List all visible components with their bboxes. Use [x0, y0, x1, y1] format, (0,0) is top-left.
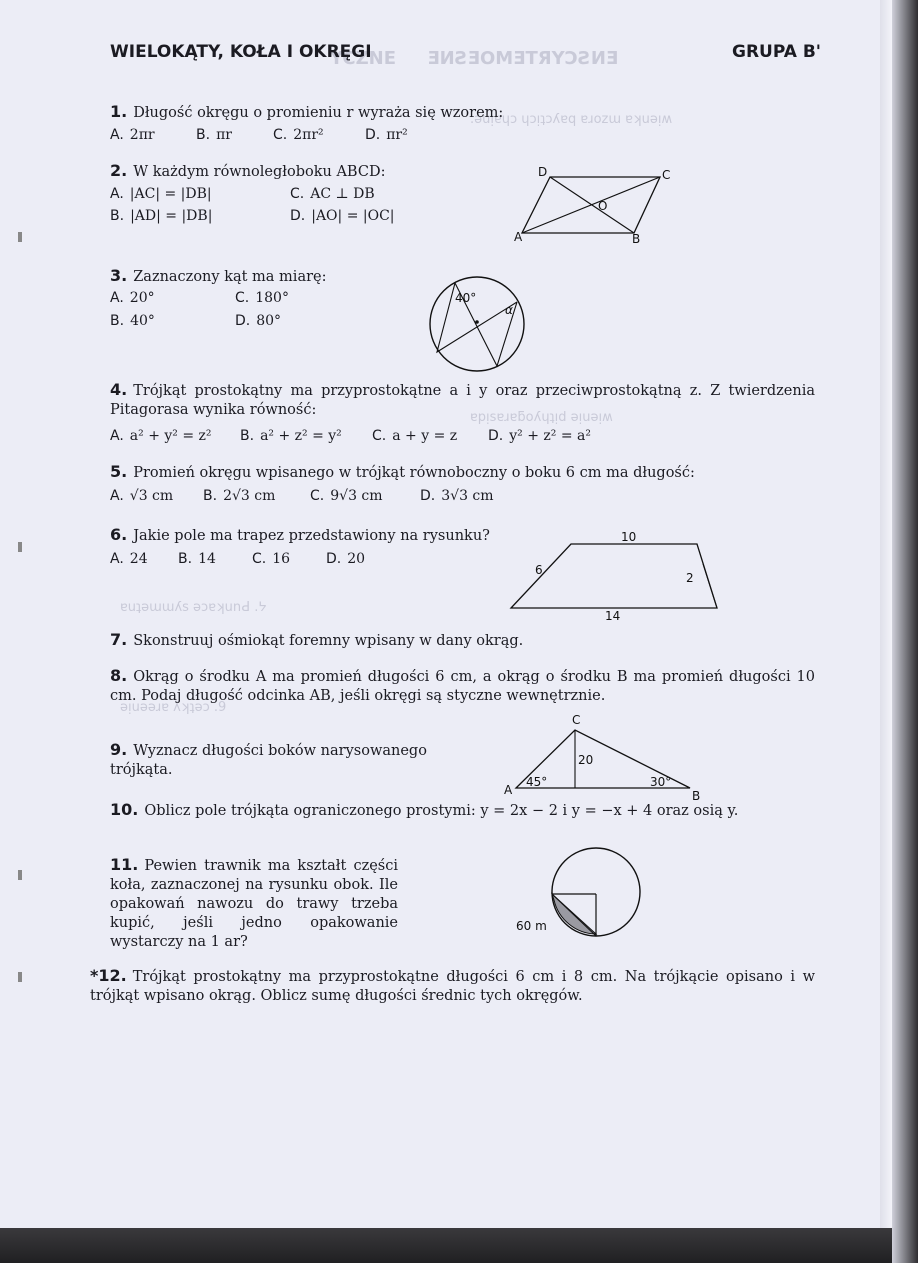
- side-label: 14: [605, 609, 621, 620]
- angle-label: 30°: [650, 775, 672, 789]
- side-label: 10: [621, 530, 637, 544]
- diagonal-ac: [522, 177, 660, 233]
- binding-mark: [18, 870, 22, 880]
- vertex-label: A: [514, 230, 523, 244]
- question-11: 11. Pewien trawnik ma kształt części koła, zaznaczonej na rysunku obok. Ile opakowań nawozu do trawy trzeba kupić, jeśli jedno opakowanie wystarczy na 1 ar?: [110, 855, 398, 950]
- trapezoid-height: [703, 564, 717, 608]
- page-edge: [880, 0, 892, 1228]
- vertex-label: D: [538, 165, 548, 179]
- diagonal-db: [550, 177, 634, 233]
- answer-option: C. 180°: [235, 290, 289, 306]
- answer-option: D. 20: [326, 551, 366, 567]
- answer-option: A. a² + y² = z²: [110, 428, 212, 444]
- parallelogram-figure: [510, 165, 680, 247]
- answer-option: A. 2πr: [110, 127, 155, 143]
- answer-option: C. 2πr²: [273, 127, 324, 143]
- answer-option: C. 9√3 cm: [310, 488, 383, 504]
- bleed-through: ɐpᴉsɐɹɐƃoʎɥʇᴉd ǝᴉuǝᴉʍ: [470, 410, 613, 425]
- vertex-label: C: [572, 713, 581, 727]
- inscribed-angle-figure: [425, 272, 529, 376]
- bleed-through: .ǝuᴉɐɥɔ ɥɔᴉʇɔʎɐq ɐɹozɯ ɐʞuǝᴉʍ: [470, 112, 673, 127]
- question-9: 9. Wyznacz długości boków narysowanego trójkąta.: [110, 740, 427, 778]
- question-8: 8. Okrąg o środku A ma promień długości 6 cm, a okrąg o środku B ma promień długości 10 cm. Podaj długość odcinka AB, jeśli okręgi są styczne wewnętrznie.: [110, 666, 815, 704]
- scan-right-edge: [892, 0, 918, 1263]
- triangle-figure: [500, 710, 710, 802]
- vertex-label: A: [504, 783, 513, 797]
- question-6: 6. Jakie pole ma trapez przedstawiony na rysunku?: [110, 525, 490, 544]
- answer-option: D. 80°: [235, 313, 282, 329]
- question-4: 4. Trójkąt prostokątny ma przyprostokątne a i y oraz przeciwprostokątną z. Z twierdzenia Pitagorasa wynika równość:: [110, 380, 815, 418]
- vertex-label: B: [632, 232, 641, 246]
- dimension-label: 60 m: [516, 919, 547, 933]
- bleed-through: ǝᴉuǝǝɹɐ ʎʞʇǝɔ .9: [120, 700, 227, 715]
- group-label: GRUPA B': [732, 42, 821, 62]
- bleed-through: ɐuʇǝɯɯʎs ǝɔɐʞunԀ .ᔭ: [120, 600, 267, 615]
- answer-option: B. a² + z² = y²: [240, 428, 342, 444]
- angle-label: α: [505, 303, 513, 317]
- binding-mark: [18, 542, 22, 552]
- binding-mark: [18, 972, 22, 982]
- side-label: 6: [535, 563, 543, 577]
- question-3: 3. Zaznaczony kąt ma miarę:: [110, 266, 327, 285]
- answer-option: D. y² + z² = a²: [488, 428, 591, 444]
- worksheet-title: WIELOKĄTY, KOŁA I OKRĘGI: [110, 42, 372, 62]
- answer-option: D. |AO| = |OC|: [290, 208, 395, 224]
- answer-option: D. 3√3 cm: [420, 488, 494, 504]
- answer-option: B. 2√3 cm: [203, 488, 276, 504]
- binding-mark: [18, 232, 22, 242]
- vertex-label: B: [692, 789, 701, 802]
- scan-bottom-edge: [0, 1228, 892, 1263]
- vertex-label: C: [662, 168, 671, 182]
- answer-option: B. 40°: [110, 313, 155, 329]
- answer-option: A. 24: [110, 551, 148, 567]
- vertex-label: O: [598, 199, 608, 213]
- lawn-figure: [510, 840, 650, 940]
- question-7: 7. Skonstruuj ośmiokąt foremny wpisany w dany okrąg.: [110, 630, 524, 649]
- trapezoid-figure: [505, 530, 725, 620]
- answer-option: D. πr²: [365, 127, 408, 143]
- answer-option: B. 14: [178, 551, 216, 567]
- answer-option: A. √3 cm: [110, 488, 174, 504]
- angle-label: 40°: [455, 291, 477, 305]
- question-5: 5. Promień okręgu wpisanego w trójkąt równoboczny o boku 6 cm ma długość:: [110, 462, 695, 481]
- question-12: *12. Trójkąt prostokątny ma przyprostokątne długości 6 cm i 8 cm. Na trójkącie opisano i w trójkąt wpisano okrąg. Oblicz sumę długości średnic tych okręgów.: [90, 966, 815, 1004]
- answer-option: C. a + y = z: [372, 428, 458, 444]
- side-label: 2: [686, 571, 694, 585]
- angle-label: 45°: [526, 775, 548, 789]
- answer-option: B. πr: [196, 127, 232, 143]
- height-label: 20: [578, 753, 594, 767]
- question-1: 1. Długość okręgu o promieniu r wyraża się wzorem:: [110, 102, 504, 121]
- question-10: 10. Oblicz pole trójkąta ograniczonego prostymi: y = 2x − 2 i y = −x + 4 oraz osią y.: [110, 800, 739, 819]
- bleed-through: YCZNE ƎИƧƎOMƎTЯYƆƧИƎ: [330, 48, 619, 69]
- answer-option: A. 20°: [110, 290, 155, 306]
- question-2: 2. W każdym równoległoboku ABCD:: [110, 161, 386, 180]
- center-point: [475, 320, 479, 324]
- answer-option: A. |AC| = |DB|: [110, 186, 212, 202]
- answer-option: B. |AD| = |DB|: [110, 208, 213, 224]
- answer-option: C. 16: [252, 551, 291, 567]
- answer-option: C. AC ⊥ DB: [290, 186, 375, 202]
